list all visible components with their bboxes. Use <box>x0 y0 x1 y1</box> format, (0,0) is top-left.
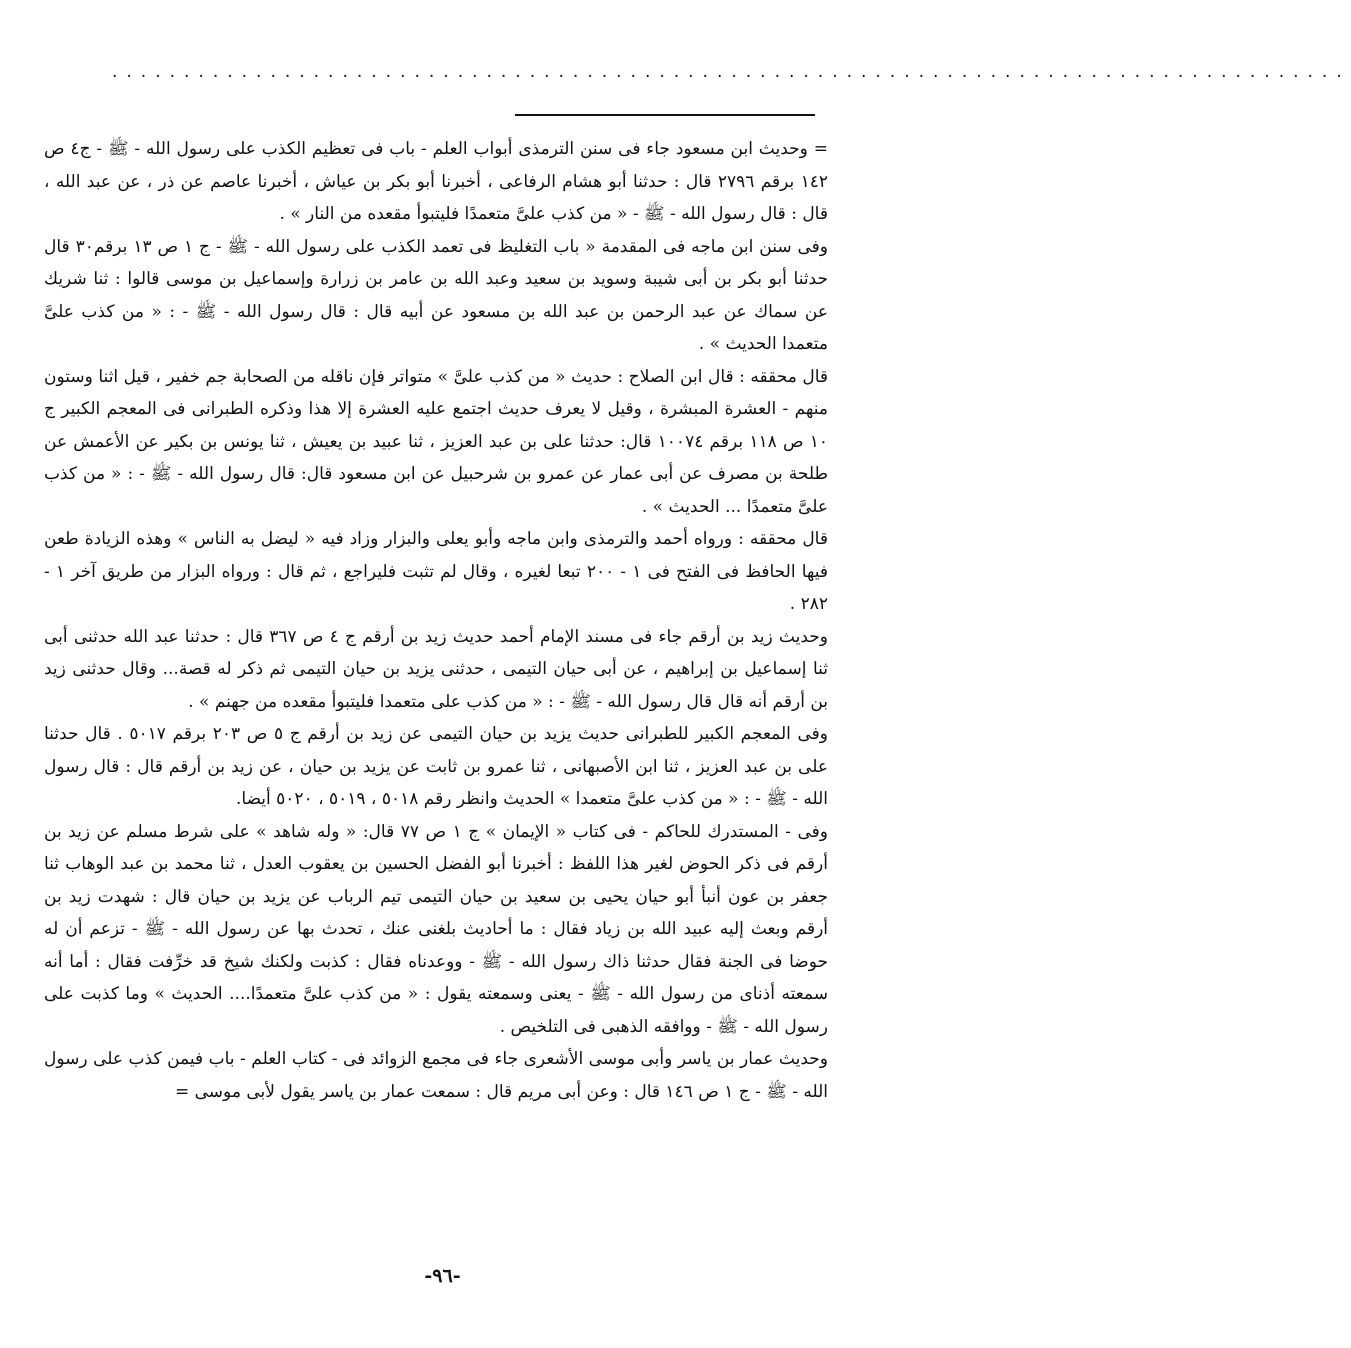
paragraph-muhaqqiq-note: قال محققه : ورواه أحمد والترمذى وابن ماجه وأبو يعلى والبزار وزاد فيه « ليضل به الناس » وهذه الزيادة طعن فيها الحافظ فى الفتح فى ١ - ٢٠٠ تبعا لغيره ، وقال لم تثبت فليراجع ، ثم قال : ورواه البزار من طريق آخر ١ - ٢٨٢ . <box>44 529 828 614</box>
paragraph-ibn-masud-tirmidhi: = وحديث ابن مسعود جاء فى سنن الترمذى أبواب العلم - باب فى تعظيم الكذب على رسول الله - ﷺ - ج٤ ص ١٤٢ برقم ٢٧٩٦ قال : حدثنا أبو هشام الرفاعى ، أخبرنا أبو بكر بن عياش ، أخبرنا عاصم عن ذر ، عن عبد الله ، قال : قال رسول الله - ﷺ - « من كذب علىَّ متعمدًا فليتبوأ مقعده من النار » . <box>44 139 828 224</box>
paragraph-ibn-majah: وفى سنن ابن ماجه فى المقدمة « باب التغليظ فى تعمد الكذب على رسول الله - ﷺ - ج ١ ص ١٣ برقم٣٠ قال حدثنا أبو بكر بن أبى شيبة وسويد بن سعيد وعبد الله بن عامر بن زرارة وإسماعيل بن موسى قالوا : ثنا شريك عن سماك عن عبد الرحمن بن عبد الله بن مسعود عن أبيه قال : قال رسول الله - ﷺ - : « من كذب علىَّ متعمدا الحديث » . <box>44 236 829 354</box>
paragraph-zayd-musnad-ahmad: وحديث زيد بن أرقم جاء فى مسند الإمام أحمد حديث زيد بن أرقم ج ٤ ص ٣٦٧ قال : حدثنا عبد الله حدثنى أبى ثنا إسماعيل بن إبراهيم ، عن أبى حيان التيمى ، حدثنى يزيد بن حيان التيمى ثم ذكر له قصة... وقال حدثنى زيد بن أرقم أنه قال قال رسول الله - ﷺ - : « من كذب على متعمدا فليتبوأ مقعده من جهنم » . <box>44 626 828 712</box>
page-number: -٩٦- <box>424 1265 461 1287</box>
paragraph-ammar-abu-musa: وحديث عمار بن ياسر وأبى موسى الأشعرى جاء فى مجمع الزوائد فى - كتاب العلم - باب فيمن كذب على رسول الله - ﷺ - ج ١ ص ١٤٦ قال : وعن أبى مريم قال : سمعت عمار بن ياسر يقول لأبى موسى = <box>44 1049 828 1102</box>
paragraph-mustadrak-hakim: وفى - المستدرك للحاكم - فى كتاب « الإيمان » ج ١ ص ٧٧ قال: « وله شاهد » على شرط مسلم عن زيد بن أرقم فى ذكر الحوض لغير هذا اللفظ : أخبرنا أبو الفضل الحسين بن يعقوب العدل ، ثنا محمد بن عبد الوهاب ثنا جعفر بن عون أنبأ أبو حيان يحيى بن سعيد بن حيان التيمى تيم الرباب عن يزيد بن حيان قال : شهدت زيد بن أرقم وبعث إليه عبيد الله بن زياد فقال : ما أحاديث بلغنى عنك ، تحدث بها عن رسول الله - ﷺ - تزعم أن له حوضا فى الجنة فقال حدثنا ذاك رسول الله - ﷺ - ووعدناه فقال : كذبت ولكنك شيخ قد خرِّفت فقال : أما أنه سمعته أذناى من رسول الله - ﷺ - يعنى وسمعته يقول : « من كذب علىَّ متعمدًا.... الحديث » وما كذبت على رسول الله - ﷺ - ووافقه الذهبى فى التلخيص . <box>44 821 828 1037</box>
paragraph-tabarani-kabir: وفى المعجم الكبير للطبرانى حديث يزيد بن حيان التيمى عن زيد بن أرقم ج ٥ ص ٢٠٣ برقم ٥٠١٧ . قال حدثنا على بن عبد العزيز ، ثنا ابن الأصبهانى ، ثنا عمرو بن ثابت عن يزيد بن حيان ، عن زيد بن أرقم قال : قال رسول الله - ﷺ - : « من كذب علىَّ متعمدا » الحديث وانظر رقم ٥٠١٨ ، ٥٠١٩ ، ٥٠٢٠ أيضا. <box>44 724 829 809</box>
paragraph-ibn-salah: قال محققه : قال ابن الصلاح : حديث « من كذب علىَّ » متواتر فإن ناقله من الصحابة جم خفير ، قيل اثنا وستون منهم - العشرة المبشرة ، وقيل لا يعرف حديث اجتمع عليه العشرة إلا هذا وذكره الطبرانى فى المعجم الكبير ج ١٠ ص ١١٨ برقم ١٠٠٧٤ قال: حدثنا على بن عبد العزيز ، ثنا عبيد بن يعيش ، ثنا يونس بن بكير عن الأعمش عن طلحة بن مصرف عن أبى عمار عن عمرو بن شرحبيل عن ابن مسعود قال: قال رسول الله - ﷺ - : « من كذب علىَّ متعمدًا ... الحديث » . <box>44 366 828 517</box>
footnote-body <box>44 133 828 1108</box>
header-dotted-line: ...................................................................................... <box>112 62 1351 82</box>
footnote-separator-rule <box>515 114 815 116</box>
